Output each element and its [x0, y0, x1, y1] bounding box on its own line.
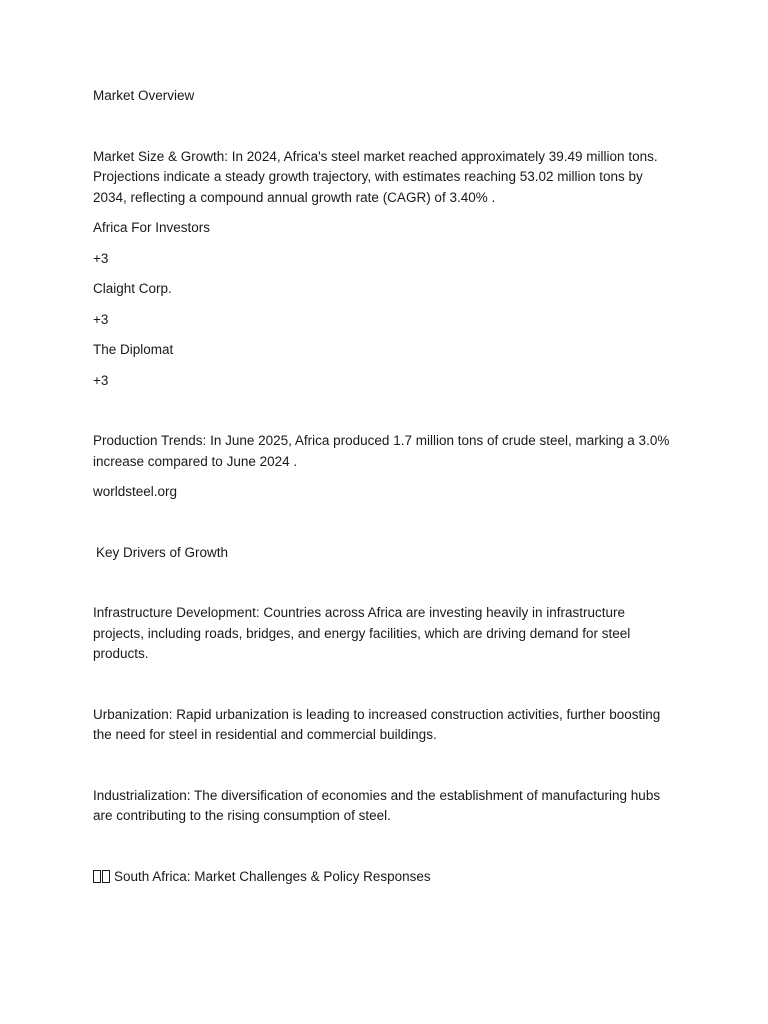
spacer — [93, 665, 673, 705]
section-heading-key-drivers: Key Drivers of Growth — [96, 544, 229, 560]
source-count: +3 — [93, 372, 109, 388]
document-page — [93, 86, 673, 887]
spacer — [93, 330, 673, 340]
infrastructure-paragraph: Infrastructure Development: Countries across Africa are investing heavily in infrastructure projects, including roads, bridges, and energy facilities, which are driving demand for steel products. — [93, 605, 631, 661]
market-size-paragraph: Market Size & Growth: In 2024, Africa's steel market reached approximately 39.49 million tons. Projections indicate a steady growth trajectory, with estimates reaching 53.02 million tons by 2034, reflecting a compound annual growth rate (CAGR) of 3.40% . — [93, 148, 658, 205]
industrialization-paragraph: Industrialization: The diversification of economies and the establishment of manufacturing hubs are contributing to the rising consumption of steel. — [93, 787, 661, 823]
urbanization-paragraph: Urbanization: Rapid urbanization is leading to increased construction activities, further boosting the need for steel in residential and commercial buildings. — [93, 706, 661, 742]
spacer — [93, 269, 673, 279]
spacer — [93, 361, 673, 371]
source-name: Claight Corp. — [93, 281, 172, 296]
spacer — [93, 239, 673, 249]
source-name: Africa For Investors — [93, 220, 211, 235]
spacer — [93, 107, 673, 147]
flag-icon — [93, 869, 111, 884]
spacer — [93, 300, 673, 310]
spacer — [93, 391, 673, 431]
section-heading-text: South Africa: Market Challenges & Policy Responses — [114, 868, 431, 884]
spacer — [93, 472, 673, 482]
section-heading-market-overview: Market Overview — [93, 88, 195, 103]
source-name: worldsteel.org — [93, 484, 178, 499]
source-count: +3 — [93, 311, 109, 327]
spacer — [93, 563, 673, 603]
spacer — [93, 746, 673, 786]
source-count: +3 — [93, 250, 109, 266]
spacer — [93, 827, 673, 867]
section-heading-south-africa — [93, 867, 673, 888]
source-name: The Diplomat — [93, 342, 174, 357]
spacer — [93, 208, 673, 218]
production-trends-paragraph: Production Trends: In June 2025, Africa produced 1.7 million tons of crude steel, marking a 3.0% increase compared to June 2024 . — [93, 433, 670, 469]
spacer — [93, 503, 673, 543]
